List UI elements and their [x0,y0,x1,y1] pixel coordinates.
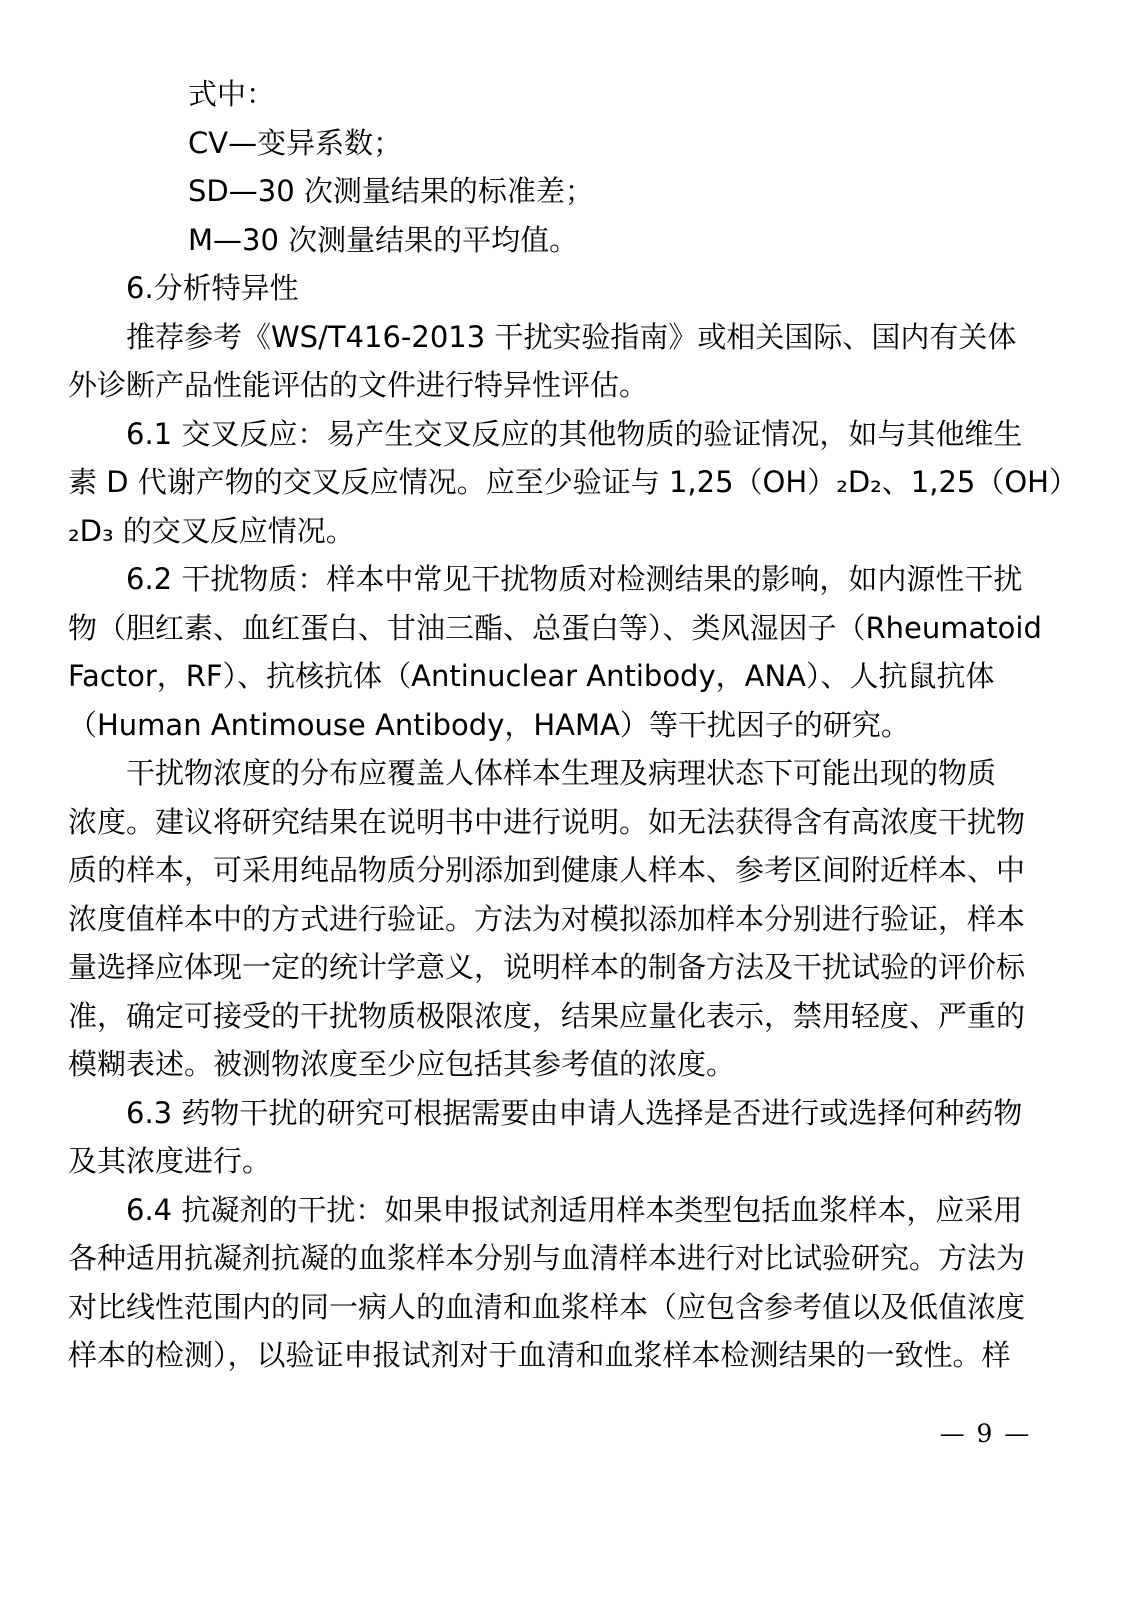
definition-sd: SD—30 次测量结果的标准差； [188,174,594,208]
definition-cv: CV—变异系数； [188,125,403,160]
definition-m: M—30 次测量结果的平均值。 [188,222,579,257]
concentration-line: 浓度值样本中的方式进行验证。方法为对模拟添加样本分别进行验证，样本 [68,901,1026,936]
interference-line: 物（胆红素、血红蛋白、甘油三酯、总蛋白等）、类风湿因子（Rheumatoid [68,610,1042,645]
page-number: — 9 — [939,1419,1032,1448]
concentration-line: 准，确定可接受的干扰物质极限浓度，结果应量化表示，禁用轻度、严重的 [68,998,1026,1033]
interference-line: Factor，RF）、抗核抗体（Antinuclear Antibody，ANA）、人抗鼠抗体 [68,659,995,693]
intro-line: 外诊断产品性能评估的文件进行特异性评估。 [68,368,649,402]
anticoagulant-line: 样本的检测），以验证申报试剂对于血清和血浆样本检测结果的一致性。样 [68,1338,1011,1372]
interference-line: 6.2 干扰物质：样本中常见干扰物质对检测结果的影响，如内源性干扰 [126,562,1023,596]
document-page [68,70,1078,1380]
anticoagulant-line: 各种适用抗凝剂抗凝的血浆样本分别与血清样本进行对比试验研究。方法为 [68,1241,1026,1275]
anticoagulant-line: 对比线性范围内的同一病人的血清和血浆样本（应包含参考值以及低值浓度 [68,1289,1026,1324]
cross-reaction-line: ₂D₃ 的交叉反应情况。 [68,513,355,548]
cross-reaction-line: 6.1 交叉反应：易产生交叉反应的其他物质的验证情况，如与其他维生 [126,416,1023,451]
drug-interference-line: 及其浓度进行。 [68,1144,272,1178]
drug-interference-line: 6.3 药物干扰的研究可根据需要由申请人选择是否进行或选择何种药物 [126,1095,1023,1130]
section-heading: 6.分析特异性 [126,271,299,305]
page-number-footer [0,1419,1131,1448]
concentration-line: 干扰物浓度的分布应覆盖人体样本生理及病理状态下可能出现的物质 [126,756,997,790]
concentration-line: 浓度。建议将研究结果在说明书中进行说明。如无法获得含有高浓度干扰物 [68,804,1026,839]
anticoagulant-line: 6.4 抗凝剂的干扰：如果申报试剂适用样本类型包括血浆样本，应采用 [126,1192,1023,1227]
concentration-line: 质的样本，可采用纯品物质分别添加到健康人样本、参考区间附近样本、中 [68,853,1026,887]
cross-reaction-line: 素 D 代谢产物的交叉反应情况。应至少验证与 1,25（OH）₂D₂、1,25（OH） [68,465,1078,499]
interference-line: （Human Antimouse Antibody，HAMA）等干扰因子的研究。 [68,707,910,742]
concentration-line: 模糊表述。被测物浓度至少应包括其参考值的浓度。 [68,1047,736,1081]
concentration-line: 量选择应体现一定的统计学意义，说明样本的制备方法及干扰试验的评价标 [68,950,1026,984]
intro-line: 推荐参考《WS/T416-2013 干扰实验指南》或相关国际、国内有关体 [126,319,1017,354]
formula-where-label: 式中： [188,77,276,111]
